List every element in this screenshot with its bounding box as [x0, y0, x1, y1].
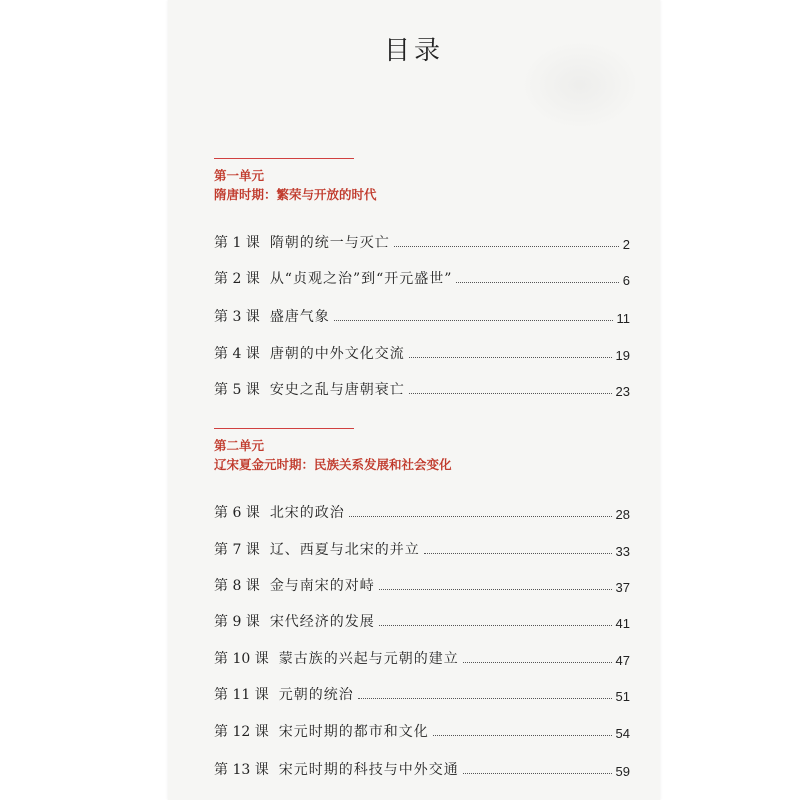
- dot-leader: [379, 588, 612, 590]
- lesson-name: 宋代经济的发展: [269, 614, 375, 630]
- toc-entry[interactable]: [214, 646, 630, 668]
- toc-entry[interactable]: [214, 609, 630, 631]
- toc-entry[interactable]: [214, 304, 630, 326]
- dot-leader: [463, 661, 612, 663]
- lesson-name: 从“贞观之治”到“开元盛世”: [269, 271, 453, 287]
- toc-entry[interactable]: [214, 757, 630, 779]
- lesson-number: 第 6 课: [214, 505, 260, 521]
- unit-title: 辽宋夏金元时期：民族关系发展和社会变化: [214, 457, 452, 472]
- dot-leader: [379, 624, 612, 626]
- page-number: 59: [615, 764, 630, 779]
- toc-entry[interactable]: [214, 230, 630, 252]
- page-number: 47: [615, 653, 630, 668]
- lesson-name: 辽、西夏与北宋的并立: [269, 542, 420, 558]
- lesson-name: 宋元时期的科技与中外交通: [278, 762, 459, 778]
- lesson-number: 第 7 课: [214, 542, 260, 558]
- page-number: 28: [615, 507, 630, 522]
- book-page: [168, 0, 660, 800]
- page-number: 33: [615, 544, 630, 559]
- toc-entry[interactable]: [214, 377, 630, 399]
- dot-leader: [409, 392, 612, 394]
- lesson-name: 盛唐气象: [269, 309, 330, 325]
- lesson-number: 第 1 课: [214, 235, 260, 251]
- lesson-number: 第 13 课: [214, 762, 269, 778]
- lesson-number: 第 9 课: [214, 614, 260, 630]
- page-number: 54: [615, 726, 630, 741]
- toc-entry[interactable]: [214, 682, 630, 704]
- toc-entry[interactable]: [214, 266, 630, 288]
- dot-leader: [334, 319, 613, 321]
- lesson-name: 宋元时期的都市和文化: [278, 724, 429, 740]
- lesson-name: 蒙古族的兴起与元朝的建立: [278, 651, 459, 667]
- toc-entry[interactable]: [214, 500, 630, 522]
- lesson-name: 金与南宋的对峙: [269, 578, 375, 594]
- unit-name: 第一单元: [214, 168, 265, 183]
- dot-leader: [456, 281, 618, 283]
- page-number: 11: [616, 311, 630, 326]
- dot-leader: [358, 697, 612, 699]
- unit-2-header: [214, 428, 452, 475]
- lesson-number: 第 12 课: [214, 724, 269, 740]
- toc-entry[interactable]: [214, 719, 630, 741]
- page-number: 2: [622, 237, 630, 252]
- lesson-number: 第 4 课: [214, 346, 260, 362]
- lesson-number: 第 2 课: [214, 271, 260, 287]
- page-number: 19: [615, 348, 630, 363]
- lesson-name: 北宋的政治: [269, 505, 345, 521]
- dot-leader: [349, 515, 612, 517]
- toc-entry[interactable]: [214, 341, 630, 363]
- lesson-number: 第 10 课: [214, 651, 269, 667]
- dot-leader: [463, 772, 612, 774]
- page-number: 6: [622, 273, 630, 288]
- unit-divider: [214, 158, 354, 159]
- dot-leader: [394, 245, 619, 247]
- lesson-name: 元朝的统治: [278, 687, 354, 703]
- page-number: 41: [615, 616, 630, 631]
- lesson-number: 第 8 课: [214, 578, 260, 594]
- lesson-name: 隋朝的统一与灭亡: [269, 235, 390, 251]
- unit-title: 隋唐时期：繁荣与开放的时代: [214, 187, 377, 202]
- lesson-number: 第 3 课: [214, 309, 260, 325]
- unit-name: 第二单元: [214, 438, 265, 453]
- page-number: 37: [615, 580, 630, 595]
- dot-leader: [424, 552, 612, 554]
- lesson-name: 唐朝的中外文化交流: [269, 346, 405, 362]
- dot-leader: [433, 734, 612, 736]
- toc-entry[interactable]: [214, 537, 630, 559]
- dot-leader: [409, 356, 612, 358]
- toc-entry[interactable]: [214, 573, 630, 595]
- unit-divider: [214, 428, 354, 429]
- lesson-number: 第 11 课: [214, 687, 269, 703]
- page-title: 目录: [383, 36, 444, 66]
- lesson-name: 安史之乱与唐朝衰亡: [269, 382, 405, 398]
- page-number: 23: [615, 384, 630, 399]
- page-number: 51: [615, 689, 630, 704]
- unit-1-header: [214, 158, 377, 205]
- lesson-number: 第 5 课: [214, 382, 260, 398]
